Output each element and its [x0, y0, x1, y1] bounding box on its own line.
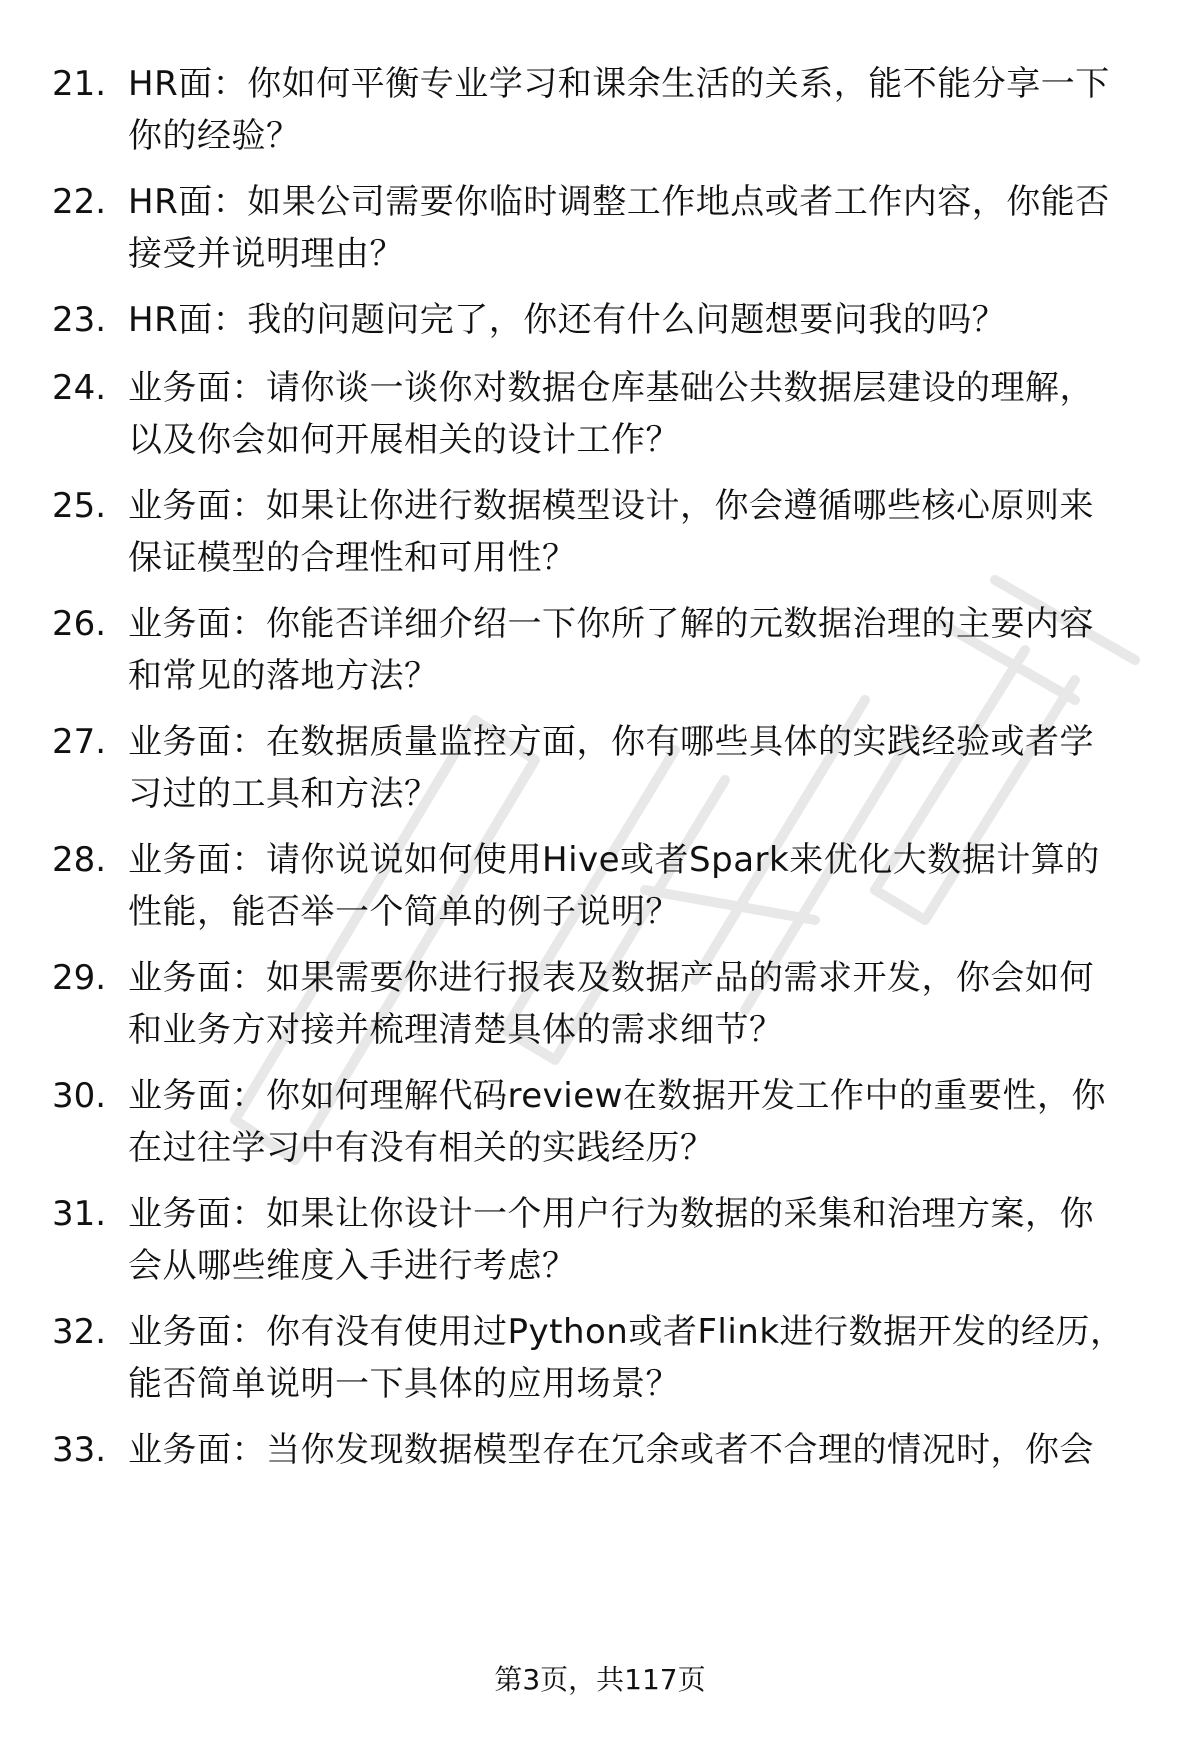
question-text [128, 362, 1198, 466]
question-text [128, 1424, 1198, 1476]
question-text [128, 480, 1198, 584]
question-line: 业务面：请你说说如何使用Hive或者Spark来优化大数据计算的 [128, 840, 1100, 880]
question-line: 业务面：你如何理解代码review在数据开发工作中的重要性，你 [128, 1076, 1106, 1116]
question-text [128, 952, 1198, 1056]
question-number: 25. [52, 486, 107, 526]
question-line: HR面：我的问题问完了，你还有什么问题想要问我的吗？ [128, 300, 1007, 340]
question-line: 保证模型的合理性和可用性？ [128, 538, 577, 578]
question-line: 业务面：如果让你进行数据模型设计，你会遵循哪些核心原则来 [128, 486, 1094, 526]
question-number: 31. [52, 1194, 107, 1234]
question-line: 习过的工具和方法？ [128, 774, 439, 814]
question-text [128, 1070, 1198, 1174]
question-number: 23. [52, 300, 107, 340]
question-number: 33. [52, 1430, 107, 1470]
question-text [128, 1188, 1198, 1292]
question-text [128, 834, 1198, 938]
question-number: 28. [52, 840, 107, 880]
question-line: HR面：你如何平衡专业学习和课余生活的关系，能不能分享一下 [128, 64, 1110, 104]
question-number: 21. [52, 64, 107, 104]
question-line: 能否简单说明一下具体的应用场景？ [128, 1364, 680, 1404]
question-line: 以及你会如何开展相关的设计工作？ [128, 420, 680, 460]
question-line: 你的经验？ [128, 116, 301, 156]
question-number: 24. [52, 368, 107, 408]
question-text [128, 58, 1198, 162]
question-number: 29. [52, 958, 107, 998]
question-line: 业务面：请你谈一谈你对数据仓库基础公共数据层建设的理解， [128, 368, 1094, 408]
question-line: 会从哪些维度入手进行考虑？ [128, 1246, 577, 1286]
question-line: HR面：如果公司需要你临时调整工作地点或者工作内容，你能否 [128, 182, 1110, 222]
question-text [128, 1306, 1198, 1410]
question-text [128, 294, 1198, 346]
question-line: 业务面：在数据质量监控方面，你有哪些具体的实践经验或者学 [128, 722, 1094, 762]
question-line: 和业务方对接并梳理清楚具体的需求细节？ [128, 1010, 784, 1050]
question-number: 27. [52, 722, 107, 762]
question-line: 性能，能否举一个简单的例子说明？ [128, 892, 680, 932]
question-number: 30. [52, 1076, 107, 1116]
question-text [128, 716, 1198, 820]
page-footer: 第3页，共117页 [494, 1663, 706, 1696]
question-number: 22. [52, 182, 107, 222]
question-line: 业务面：你能否详细介绍一下你所了解的元数据治理的主要内容 [128, 604, 1094, 644]
question-line: 业务面：如果需要你进行报表及数据产品的需求开发，你会如何 [128, 958, 1094, 998]
question-line: 在过往学习中有没有相关的实践经历？ [128, 1128, 715, 1168]
question-text [128, 176, 1198, 280]
question-number: 32. [52, 1312, 107, 1352]
question-text [128, 598, 1198, 702]
question-line: 业务面：如果让你设计一个用户行为数据的采集和治理方案，你 [128, 1194, 1094, 1234]
question-line: 接受并说明理由？ [128, 234, 404, 274]
question-line: 业务面：你有没有使用过Python或者Flink进行数据开发的经历， [128, 1312, 1125, 1352]
question-line: 业务面：当你发现数据模型存在冗余或者不合理的情况时，你会 [128, 1430, 1094, 1470]
question-line: 和常见的落地方法？ [128, 656, 439, 696]
question-number: 26. [52, 604, 107, 644]
